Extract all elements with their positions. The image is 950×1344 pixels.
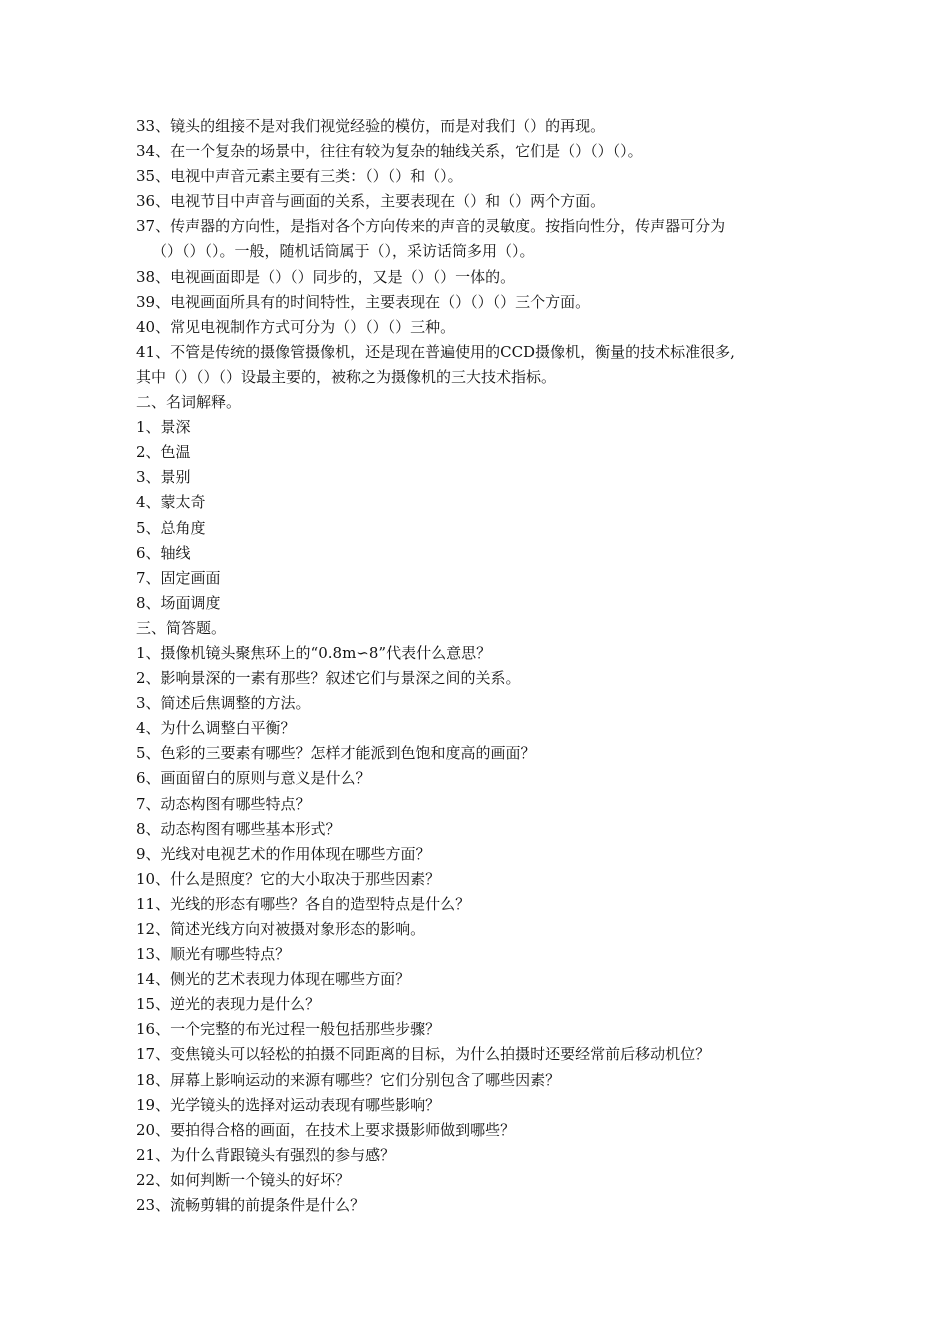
term-item: 4、蒙太奇 (136, 493, 206, 512)
term-item: 6、轴线 (136, 543, 191, 562)
question-item: 22、如何判断一个镜头的好坏？ (136, 1170, 351, 1189)
question-37-continued: （）（）（）。一般，随机话筒属于（），采访话筒多用（）。 (152, 242, 535, 261)
question-41: 41、不管是传统的摄像管摄像机，还是现在普遍使用的CCD摄像机，衡量的技术标准很多, (136, 342, 735, 361)
term-item: 7、固定画面 (136, 568, 221, 587)
question-item: 11、光线的形态有哪些？各自的造型特点是什么？ (136, 894, 471, 913)
section-heading: 三、简答题。 (136, 618, 227, 637)
term-item: 3、景别 (136, 468, 191, 487)
question-33: 33、镜头的组接不是对我们视觉经验的模仿，而是对我们（）的再现。 (136, 117, 606, 135)
term-list (136, 415, 826, 616)
question-39: 39、电视画面所具有的时间特性，主要表现在（）（）（）三个方面。 (136, 292, 591, 311)
question-item: 18、屏幕上影响运动的来源有哪些？它们分别包含了哪些因素？ (136, 1070, 561, 1089)
document-body (136, 114, 826, 1218)
question-34: 34、在一个复杂的场景中，往往有较为复杂的轴线关系，它们是（）（）（）。 (136, 142, 643, 161)
section-short-answer (136, 616, 826, 1218)
question-item: 1、摄像机镜头聚焦环上的“0.8m∽8”代表什么意思？ (136, 643, 492, 662)
question-item: 12、简述光线方向对被摄对象形态的影响。 (136, 920, 426, 938)
question-item: 15、逆光的表现力是什么？ (136, 995, 321, 1014)
question-list (136, 641, 826, 1218)
section-term-definitions (136, 390, 826, 616)
question-item: 3、简述后焦调整的方法。 (136, 694, 311, 713)
question-37: 37、传声器的方向性，是指对各个方向传来的声音的灵敏度。按指向性分，传声器可分为 (136, 217, 726, 236)
question-item: 17、变焦镜头可以轻松的拍摄不同距离的目标，为什么拍摄时还要经常前后移动机位？ (136, 1045, 711, 1064)
question-item: 2、影响景深的一素有那些？叙述它们与景深之间的关系。 (136, 669, 521, 688)
question-41-continued: 其中（）（）（）设最主要的，被称之为摄像机的三大技术指标。 (136, 367, 557, 386)
term-item: 5、总角度 (136, 518, 206, 537)
question-item: 16、一个完整的布光过程一般包括那些步骤？ (136, 1020, 441, 1039)
question-item: 13、顺光有哪些特点？ (136, 945, 291, 964)
question-item: 8、动态构图有哪些基本形式？ (136, 819, 341, 838)
question-item: 23、流畅剪辑的前提条件是什么？ (136, 1196, 366, 1215)
question-item: 19、光学镜头的选择对运动表现有哪些影响？ (136, 1095, 441, 1114)
fill-in-blank-questions (136, 114, 826, 390)
term-item: 2、色温 (136, 443, 191, 462)
question-item: 20、要拍得合格的画面，在技术上要求摄影师做到哪些？ (136, 1120, 516, 1139)
question-35: 35、电视中声音元素主要有三类：（）（）和（）。 (136, 167, 463, 186)
term-item: 1、景深 (136, 418, 191, 437)
question-item: 21、为什么背跟镜头有强烈的参与感？ (136, 1145, 396, 1164)
question-item: 5、色彩的三要素有哪些？怎样才能派到色饱和度高的画面？ (136, 744, 536, 763)
question-item: 14、侧光的艺术表现力体现在哪些方面？ (136, 970, 411, 989)
question-item: 4、为什么调整白平衡？ (136, 719, 296, 738)
term-item: 8、场面调度 (136, 593, 221, 612)
question-item: 10、什么是照度？它的大小取决于那些因素？ (136, 869, 441, 888)
question-item: 7、动态构图有哪些特点？ (136, 794, 311, 813)
question-item: 6、画面留白的原则与意义是什么？ (136, 769, 371, 788)
question-40: 40、常见电视制作方式可分为（）（）（）三种。 (136, 317, 456, 336)
question-item: 9、光线对电视艺术的作用体现在哪些方面？ (136, 844, 431, 863)
question-36: 36、电视节目中声音与画面的关系，主要表现在（）和（）两个方面。 (136, 192, 606, 211)
section-heading: 二、名词解释。 (136, 393, 242, 412)
question-38: 38、电视画面即是（）（）同步的，又是（）（）一体的。 (136, 267, 516, 286)
